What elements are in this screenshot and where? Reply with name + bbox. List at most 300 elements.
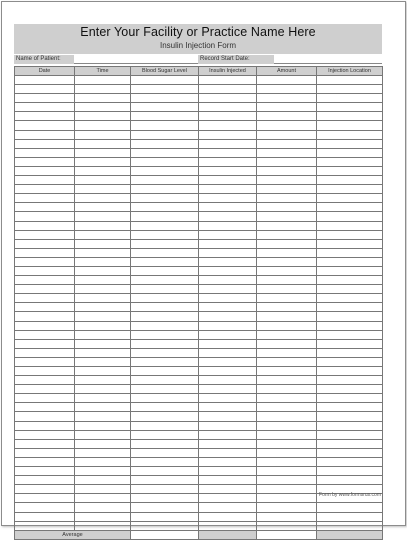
time-cell[interactable] (75, 176, 131, 185)
location-cell[interactable] (317, 112, 383, 121)
blood-sugar-cell[interactable] (131, 166, 199, 175)
amount-cell[interactable] (257, 448, 317, 457)
time-cell[interactable] (75, 285, 131, 294)
blood-sugar-cell[interactable] (131, 221, 199, 230)
blood-sugar-cell[interactable] (131, 357, 199, 366)
date-cell[interactable] (15, 139, 75, 148)
time-cell[interactable] (75, 257, 131, 266)
amount-cell[interactable] (257, 185, 317, 194)
patient-name-field[interactable] (74, 55, 198, 64)
amount-cell[interactable] (257, 503, 317, 512)
amount-cell[interactable] (257, 321, 317, 330)
date-cell[interactable] (15, 103, 75, 112)
blood-sugar-cell[interactable] (131, 157, 199, 166)
blood-sugar-cell[interactable] (131, 348, 199, 357)
blood-sugar-cell[interactable] (131, 403, 199, 412)
amount-cell[interactable] (257, 85, 317, 94)
amount-cell[interactable] (257, 203, 317, 212)
location-cell[interactable] (317, 376, 383, 385)
date-cell[interactable] (15, 457, 75, 466)
insulin-cell[interactable] (199, 521, 257, 530)
location-cell[interactable] (317, 157, 383, 166)
amount-cell[interactable] (257, 348, 317, 357)
amount-cell[interactable] (257, 157, 317, 166)
date-cell[interactable] (15, 212, 75, 221)
blood-sugar-cell[interactable] (131, 412, 199, 421)
insulin-cell[interactable] (199, 239, 257, 248)
location-cell[interactable] (317, 94, 383, 103)
time-cell[interactable] (75, 230, 131, 239)
insulin-cell[interactable] (199, 130, 257, 139)
time-cell[interactable] (75, 421, 131, 430)
insulin-cell[interactable] (199, 148, 257, 157)
location-cell[interactable] (317, 448, 383, 457)
time-cell[interactable] (75, 457, 131, 466)
insulin-cell[interactable] (199, 76, 257, 85)
date-cell[interactable] (15, 76, 75, 85)
blood-sugar-cell[interactable] (131, 494, 199, 503)
location-cell[interactable] (317, 421, 383, 430)
location-cell[interactable] (317, 303, 383, 312)
insulin-cell[interactable] (199, 212, 257, 221)
date-cell[interactable] (15, 221, 75, 230)
location-cell[interactable] (317, 176, 383, 185)
amount-cell[interactable] (257, 521, 317, 530)
insulin-cell[interactable] (199, 403, 257, 412)
insulin-cell[interactable] (199, 185, 257, 194)
date-cell[interactable] (15, 330, 75, 339)
date-cell[interactable] (15, 376, 75, 385)
location-cell[interactable] (317, 512, 383, 521)
amount-cell[interactable] (257, 339, 317, 348)
amount-cell[interactable] (257, 430, 317, 439)
amount-cell[interactable] (257, 512, 317, 521)
blood-sugar-cell[interactable] (131, 367, 199, 376)
date-cell[interactable] (15, 476, 75, 485)
date-cell[interactable] (15, 185, 75, 194)
date-cell[interactable] (15, 367, 75, 376)
location-cell[interactable] (317, 276, 383, 285)
date-cell[interactable] (15, 248, 75, 257)
insulin-cell[interactable] (199, 412, 257, 421)
blood-sugar-cell[interactable] (131, 266, 199, 275)
date-cell[interactable] (15, 121, 75, 130)
location-cell[interactable] (317, 385, 383, 394)
amount-cell[interactable] (257, 385, 317, 394)
location-cell[interactable] (317, 330, 383, 339)
time-cell[interactable] (75, 348, 131, 357)
amount-cell[interactable] (257, 394, 317, 403)
amount-cell[interactable] (257, 439, 317, 448)
time-cell[interactable] (75, 330, 131, 339)
amount-cell[interactable] (257, 412, 317, 421)
amount-cell[interactable] (257, 294, 317, 303)
amount-cell[interactable] (257, 467, 317, 476)
location-cell[interactable] (317, 139, 383, 148)
blood-sugar-cell[interactable] (131, 230, 199, 239)
date-cell[interactable] (15, 448, 75, 457)
amount-cell[interactable] (257, 494, 317, 503)
insulin-cell[interactable] (199, 321, 257, 330)
date-cell[interactable] (15, 312, 75, 321)
insulin-cell[interactable] (199, 330, 257, 339)
date-cell[interactable] (15, 266, 75, 275)
insulin-cell[interactable] (199, 476, 257, 485)
time-cell[interactable] (75, 512, 131, 521)
blood-sugar-cell[interactable] (131, 148, 199, 157)
time-cell[interactable] (75, 403, 131, 412)
blood-sugar-cell[interactable] (131, 312, 199, 321)
blood-sugar-cell[interactable] (131, 85, 199, 94)
amount-cell[interactable] (257, 121, 317, 130)
location-cell[interactable] (317, 521, 383, 530)
blood-sugar-cell[interactable] (131, 212, 199, 221)
amount-cell[interactable] (257, 221, 317, 230)
blood-sugar-cell[interactable] (131, 239, 199, 248)
amount-cell[interactable] (257, 421, 317, 430)
location-cell[interactable] (317, 239, 383, 248)
insulin-cell[interactable] (199, 448, 257, 457)
insulin-cell[interactable] (199, 367, 257, 376)
location-cell[interactable] (317, 430, 383, 439)
blood-sugar-cell[interactable] (131, 457, 199, 466)
time-cell[interactable] (75, 94, 131, 103)
insulin-cell[interactable] (199, 385, 257, 394)
blood-sugar-cell[interactable] (131, 130, 199, 139)
insulin-cell[interactable] (199, 348, 257, 357)
date-cell[interactable] (15, 203, 75, 212)
blood-sugar-cell[interactable] (131, 176, 199, 185)
time-cell[interactable] (75, 367, 131, 376)
insulin-cell[interactable] (199, 467, 257, 476)
blood-sugar-cell[interactable] (131, 121, 199, 130)
blood-sugar-cell[interactable] (131, 248, 199, 257)
time-cell[interactable] (75, 385, 131, 394)
location-cell[interactable] (317, 339, 383, 348)
time-cell[interactable] (75, 394, 131, 403)
date-cell[interactable] (15, 494, 75, 503)
time-cell[interactable] (75, 503, 131, 512)
amount-cell[interactable] (257, 485, 317, 494)
average-blood-sugar-cell[interactable] (131, 530, 199, 539)
blood-sugar-cell[interactable] (131, 276, 199, 285)
location-cell[interactable] (317, 121, 383, 130)
location-cell[interactable] (317, 321, 383, 330)
time-cell[interactable] (75, 221, 131, 230)
location-cell[interactable] (317, 285, 383, 294)
insulin-cell[interactable] (199, 276, 257, 285)
time-cell[interactable] (75, 239, 131, 248)
time-cell[interactable] (75, 194, 131, 203)
date-cell[interactable] (15, 112, 75, 121)
location-cell[interactable] (317, 412, 383, 421)
blood-sugar-cell[interactable] (131, 385, 199, 394)
time-cell[interactable] (75, 303, 131, 312)
blood-sugar-cell[interactable] (131, 112, 199, 121)
blood-sugar-cell[interactable] (131, 394, 199, 403)
insulin-cell[interactable] (199, 294, 257, 303)
time-cell[interactable] (75, 266, 131, 275)
location-cell[interactable] (317, 212, 383, 221)
insulin-cell[interactable] (199, 248, 257, 257)
record-start-date-field[interactable] (274, 55, 382, 64)
amount-cell[interactable] (257, 94, 317, 103)
location-cell[interactable] (317, 439, 383, 448)
blood-sugar-cell[interactable] (131, 330, 199, 339)
time-cell[interactable] (75, 212, 131, 221)
date-cell[interactable] (15, 385, 75, 394)
date-cell[interactable] (15, 239, 75, 248)
blood-sugar-cell[interactable] (131, 476, 199, 485)
insulin-cell[interactable] (199, 357, 257, 366)
time-cell[interactable] (75, 430, 131, 439)
location-cell[interactable] (317, 230, 383, 239)
blood-sugar-cell[interactable] (131, 285, 199, 294)
date-cell[interactable] (15, 257, 75, 266)
time-cell[interactable] (75, 121, 131, 130)
blood-sugar-cell[interactable] (131, 194, 199, 203)
insulin-cell[interactable] (199, 94, 257, 103)
blood-sugar-cell[interactable] (131, 257, 199, 266)
date-cell[interactable] (15, 321, 75, 330)
time-cell[interactable] (75, 166, 131, 175)
amount-cell[interactable] (257, 312, 317, 321)
time-cell[interactable] (75, 130, 131, 139)
location-cell[interactable] (317, 294, 383, 303)
insulin-cell[interactable] (199, 457, 257, 466)
location-cell[interactable] (317, 257, 383, 266)
time-cell[interactable] (75, 376, 131, 385)
insulin-cell[interactable] (199, 257, 257, 266)
amount-cell[interactable] (257, 139, 317, 148)
time-cell[interactable] (75, 448, 131, 457)
date-cell[interactable] (15, 503, 75, 512)
amount-cell[interactable] (257, 76, 317, 85)
amount-cell[interactable] (257, 148, 317, 157)
location-cell[interactable] (317, 266, 383, 275)
location-cell[interactable] (317, 130, 383, 139)
time-cell[interactable] (75, 467, 131, 476)
date-cell[interactable] (15, 94, 75, 103)
blood-sugar-cell[interactable] (131, 103, 199, 112)
blood-sugar-cell[interactable] (131, 339, 199, 348)
time-cell[interactable] (75, 139, 131, 148)
date-cell[interactable] (15, 485, 75, 494)
location-cell[interactable] (317, 403, 383, 412)
amount-cell[interactable] (257, 376, 317, 385)
date-cell[interactable] (15, 85, 75, 94)
amount-cell[interactable] (257, 367, 317, 376)
time-cell[interactable] (75, 185, 131, 194)
blood-sugar-cell[interactable] (131, 139, 199, 148)
blood-sugar-cell[interactable] (131, 294, 199, 303)
time-cell[interactable] (75, 148, 131, 157)
location-cell[interactable] (317, 203, 383, 212)
time-cell[interactable] (75, 357, 131, 366)
location-cell[interactable] (317, 503, 383, 512)
date-cell[interactable] (15, 521, 75, 530)
insulin-cell[interactable] (199, 394, 257, 403)
location-cell[interactable] (317, 166, 383, 175)
time-cell[interactable] (75, 203, 131, 212)
insulin-cell[interactable] (199, 221, 257, 230)
date-cell[interactable] (15, 357, 75, 366)
blood-sugar-cell[interactable] (131, 485, 199, 494)
date-cell[interactable] (15, 166, 75, 175)
date-cell[interactable] (15, 148, 75, 157)
date-cell[interactable] (15, 176, 75, 185)
blood-sugar-cell[interactable] (131, 185, 199, 194)
time-cell[interactable] (75, 248, 131, 257)
blood-sugar-cell[interactable] (131, 203, 199, 212)
blood-sugar-cell[interactable] (131, 512, 199, 521)
blood-sugar-cell[interactable] (131, 321, 199, 330)
blood-sugar-cell[interactable] (131, 76, 199, 85)
blood-sugar-cell[interactable] (131, 467, 199, 476)
location-cell[interactable] (317, 221, 383, 230)
time-cell[interactable] (75, 294, 131, 303)
blood-sugar-cell[interactable] (131, 376, 199, 385)
blood-sugar-cell[interactable] (131, 303, 199, 312)
insulin-cell[interactable] (199, 121, 257, 130)
date-cell[interactable] (15, 439, 75, 448)
amount-cell[interactable] (257, 194, 317, 203)
date-cell[interactable] (15, 348, 75, 357)
location-cell[interactable] (317, 76, 383, 85)
average-amount-cell[interactable] (257, 530, 317, 539)
insulin-cell[interactable] (199, 339, 257, 348)
time-cell[interactable] (75, 485, 131, 494)
insulin-cell[interactable] (199, 485, 257, 494)
date-cell[interactable] (15, 403, 75, 412)
date-cell[interactable] (15, 430, 75, 439)
date-cell[interactable] (15, 303, 75, 312)
insulin-cell[interactable] (199, 312, 257, 321)
insulin-cell[interactable] (199, 176, 257, 185)
blood-sugar-cell[interactable] (131, 439, 199, 448)
insulin-cell[interactable] (199, 194, 257, 203)
amount-cell[interactable] (257, 248, 317, 257)
location-cell[interactable] (317, 457, 383, 466)
insulin-cell[interactable] (199, 494, 257, 503)
date-cell[interactable] (15, 421, 75, 430)
date-cell[interactable] (15, 194, 75, 203)
insulin-cell[interactable] (199, 439, 257, 448)
time-cell[interactable] (75, 76, 131, 85)
date-cell[interactable] (15, 285, 75, 294)
time-cell[interactable] (75, 494, 131, 503)
blood-sugar-cell[interactable] (131, 421, 199, 430)
blood-sugar-cell[interactable] (131, 430, 199, 439)
location-cell[interactable] (317, 85, 383, 94)
location-cell[interactable] (317, 367, 383, 376)
blood-sugar-cell[interactable] (131, 448, 199, 457)
time-cell[interactable] (75, 276, 131, 285)
insulin-cell[interactable] (199, 430, 257, 439)
insulin-cell[interactable] (199, 376, 257, 385)
insulin-cell[interactable] (199, 512, 257, 521)
date-cell[interactable] (15, 157, 75, 166)
amount-cell[interactable] (257, 176, 317, 185)
time-cell[interactable] (75, 339, 131, 348)
amount-cell[interactable] (257, 239, 317, 248)
amount-cell[interactable] (257, 112, 317, 121)
amount-cell[interactable] (257, 276, 317, 285)
insulin-cell[interactable] (199, 230, 257, 239)
insulin-cell[interactable] (199, 112, 257, 121)
time-cell[interactable] (75, 112, 131, 121)
time-cell[interactable] (75, 412, 131, 421)
insulin-cell[interactable] (199, 157, 257, 166)
time-cell[interactable] (75, 439, 131, 448)
location-cell[interactable] (317, 148, 383, 157)
blood-sugar-cell[interactable] (131, 94, 199, 103)
time-cell[interactable] (75, 521, 131, 530)
location-cell[interactable] (317, 348, 383, 357)
amount-cell[interactable] (257, 303, 317, 312)
location-cell[interactable] (317, 312, 383, 321)
blood-sugar-cell[interactable] (131, 503, 199, 512)
insulin-cell[interactable] (199, 203, 257, 212)
date-cell[interactable] (15, 467, 75, 476)
insulin-cell[interactable] (199, 285, 257, 294)
insulin-cell[interactable] (199, 266, 257, 275)
amount-cell[interactable] (257, 212, 317, 221)
time-cell[interactable] (75, 157, 131, 166)
amount-cell[interactable] (257, 257, 317, 266)
amount-cell[interactable] (257, 330, 317, 339)
time-cell[interactable] (75, 476, 131, 485)
amount-cell[interactable] (257, 285, 317, 294)
insulin-cell[interactable] (199, 421, 257, 430)
location-cell[interactable] (317, 476, 383, 485)
insulin-cell[interactable] (199, 166, 257, 175)
insulin-cell[interactable] (199, 503, 257, 512)
insulin-cell[interactable] (199, 85, 257, 94)
amount-cell[interactable] (257, 130, 317, 139)
location-cell[interactable] (317, 103, 383, 112)
location-cell[interactable] (317, 357, 383, 366)
time-cell[interactable] (75, 85, 131, 94)
amount-cell[interactable] (257, 166, 317, 175)
insulin-cell[interactable] (199, 103, 257, 112)
amount-cell[interactable] (257, 457, 317, 466)
date-cell[interactable] (15, 394, 75, 403)
insulin-cell[interactable] (199, 139, 257, 148)
amount-cell[interactable] (257, 403, 317, 412)
time-cell[interactable] (75, 321, 131, 330)
location-cell[interactable] (317, 194, 383, 203)
date-cell[interactable] (15, 230, 75, 239)
blood-sugar-cell[interactable] (131, 521, 199, 530)
date-cell[interactable] (15, 130, 75, 139)
amount-cell[interactable] (257, 266, 317, 275)
amount-cell[interactable] (257, 357, 317, 366)
insulin-cell[interactable] (199, 303, 257, 312)
location-cell[interactable] (317, 467, 383, 476)
amount-cell[interactable] (257, 103, 317, 112)
date-cell[interactable] (15, 412, 75, 421)
location-cell[interactable] (317, 185, 383, 194)
date-cell[interactable] (15, 294, 75, 303)
location-cell[interactable] (317, 248, 383, 257)
amount-cell[interactable] (257, 230, 317, 239)
time-cell[interactable] (75, 312, 131, 321)
date-cell[interactable] (15, 276, 75, 285)
date-cell[interactable] (15, 339, 75, 348)
amount-cell[interactable] (257, 476, 317, 485)
location-cell[interactable] (317, 394, 383, 403)
